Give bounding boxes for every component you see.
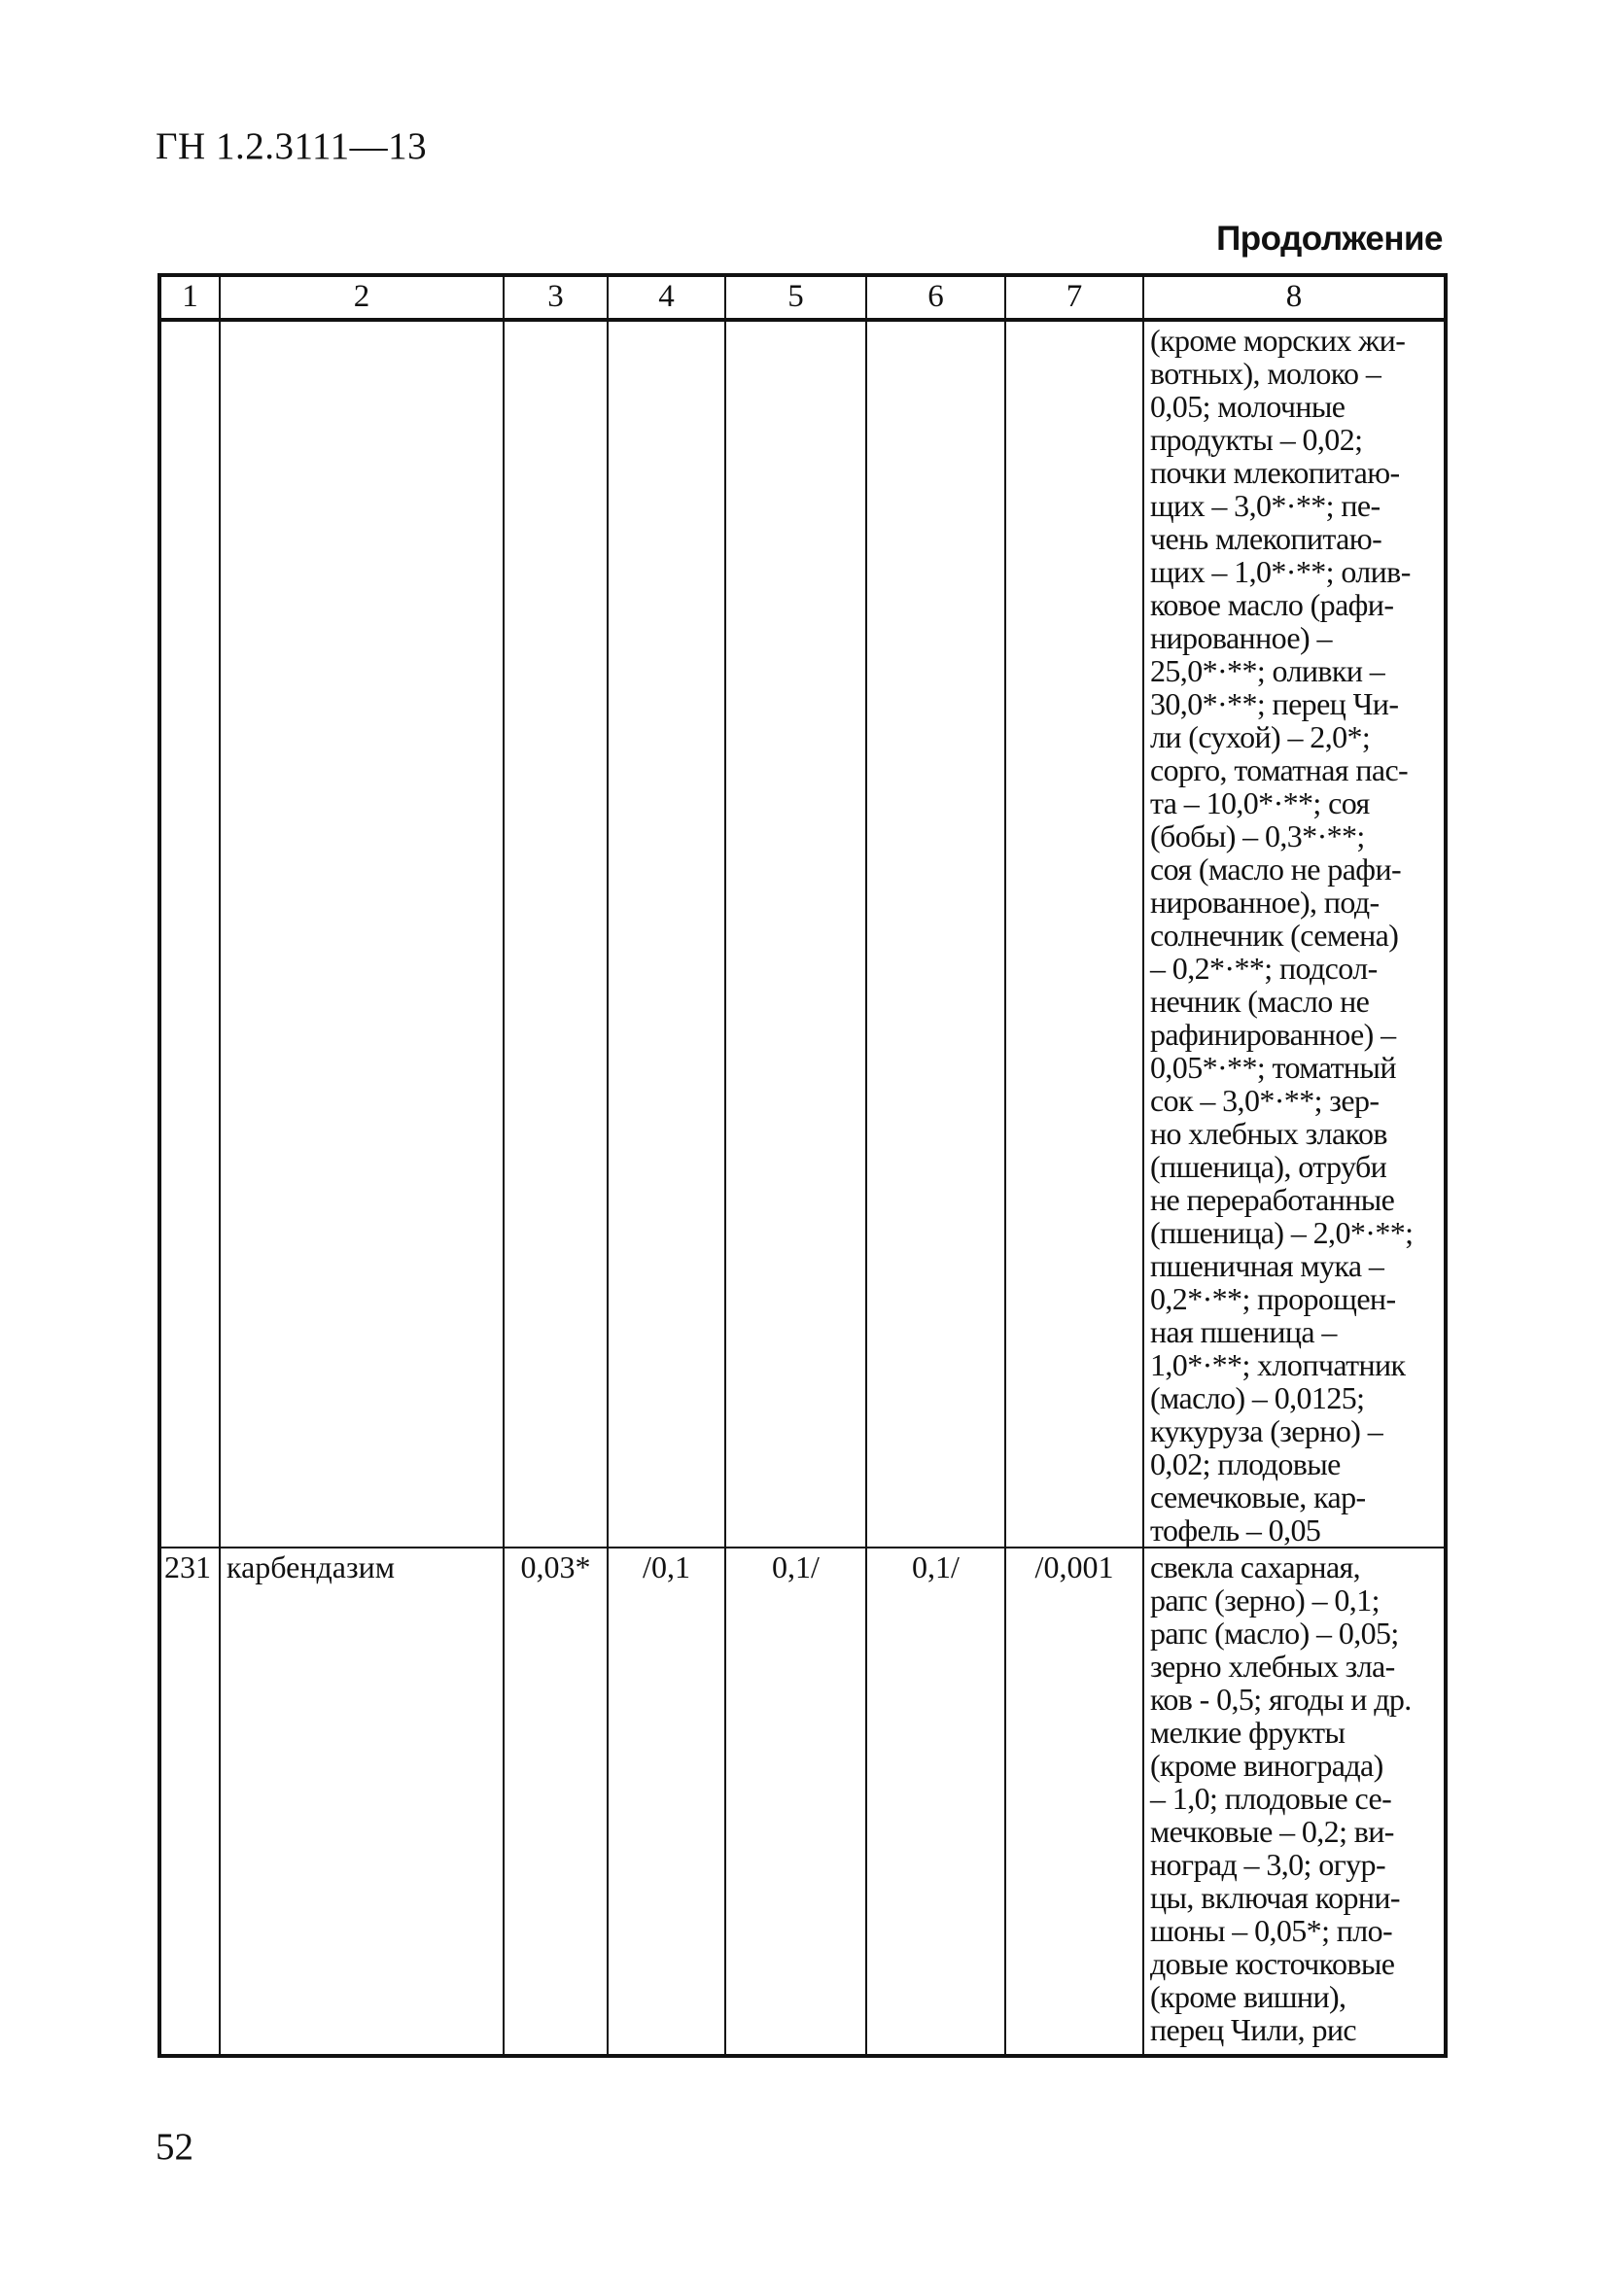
cell-substance [220, 320, 504, 1548]
text-line: семечковые, кар- [1150, 1479, 1366, 1514]
cell-substance: карбендазим [220, 1548, 504, 2056]
cell-col5: 0,1/ [725, 1548, 866, 2056]
text-line: (кроме морских жи- [1150, 323, 1406, 358]
text-line: свекла сахарная, [1150, 1549, 1361, 1584]
cell-col4 [608, 320, 725, 1548]
continuation-label: Продолжение [1216, 220, 1443, 258]
cell-col7 [1005, 320, 1143, 1548]
text-line: солнечник (семена) [1150, 918, 1399, 953]
data-table [157, 273, 1448, 2058]
text-line: нированное) – [1150, 620, 1332, 655]
text-line: шоны – 0,05*; пло- [1150, 1913, 1393, 1948]
text-line: сок – 3,0*·**; зер- [1150, 1083, 1380, 1118]
text-line: цы, включая корни- [1150, 1880, 1400, 1915]
cell-col3: 0,03* [504, 1548, 608, 2056]
cell-col8 [1143, 1548, 1446, 2056]
text-line: 0,02; плодовые [1150, 1446, 1341, 1481]
text-line: сорго, томатная пас- [1150, 752, 1409, 787]
text-line: пшеничная мука – [1150, 1248, 1384, 1283]
text-line: мелкие фрукты [1150, 1715, 1346, 1750]
cell-col4: /0,1 [608, 1548, 725, 2056]
page-number: 52 [156, 2126, 193, 2168]
text-line: – 0,2*·**; подсол- [1150, 951, 1378, 986]
text-line: продукты – 0,02; [1150, 422, 1363, 457]
text-line: рапс (масло) – 0,05; [1150, 1616, 1399, 1651]
text-line: ли (сухой) – 2,0*; [1150, 719, 1371, 754]
text-line: зерно хлебных зла- [1150, 1649, 1395, 1684]
col8-text [1144, 1548, 1444, 2046]
column-header: 7 [1005, 275, 1143, 320]
text-line: (пшеница), отруби [1150, 1149, 1387, 1184]
text-line: кукуруза (зерно) – [1150, 1413, 1383, 1448]
text-line: (бобы) – 0,3*·**; [1150, 818, 1365, 853]
document-code: ГН 1.2.3111—13 [156, 125, 428, 167]
cell-col6: 0,1/ [866, 1548, 1005, 2056]
cell-number: 231 [159, 1548, 220, 2056]
column-header: 4 [608, 275, 725, 320]
text-line: ковое масло (рафи- [1150, 587, 1394, 622]
text-line: та – 10,0*·**; соя [1150, 785, 1370, 820]
column-header: 1 [159, 275, 220, 320]
text-line: 30,0*·**; перец Чи- [1150, 686, 1399, 721]
text-line: перец Чили, рис [1150, 2012, 1357, 2047]
text-line: щих – 3,0*·**; пе- [1150, 488, 1381, 523]
text-line: нечник (масло не [1150, 984, 1370, 1019]
column-header: 6 [866, 275, 1005, 320]
text-line: вотных), молоко – [1150, 356, 1381, 391]
text-line: 1,0*·**; хлопчатник [1150, 1347, 1406, 1382]
column-header: 3 [504, 275, 608, 320]
text-line: ноград – 3,0; огур- [1150, 1847, 1386, 1882]
text-line: рафинированное) – [1150, 1017, 1396, 1052]
text-line: ная пшеница – [1150, 1314, 1337, 1349]
cell-number [159, 320, 220, 1548]
text-line: почки млекопитаю- [1150, 455, 1400, 490]
text-line: 0,2*·**; пророщен- [1150, 1281, 1396, 1316]
text-line: но хлебных злаков [1150, 1116, 1387, 1151]
text-line: тофель – 0,05 [1150, 1513, 1321, 1548]
text-line: 25,0*·**; оливки – [1150, 653, 1385, 688]
text-line: (кроме винограда) [1150, 1748, 1383, 1783]
text-line: 0,05; молочные [1150, 389, 1346, 424]
text-line: щих – 1,0*·**; олив- [1150, 554, 1411, 589]
text-line: не переработанные [1150, 1182, 1395, 1217]
text-line: мечковые – 0,2; ви- [1150, 1814, 1394, 1849]
column-header: 2 [220, 275, 504, 320]
cell-col5 [725, 320, 866, 1548]
cell-col6 [866, 320, 1005, 1548]
text-line: чень млекопитаю- [1150, 521, 1382, 556]
column-header: 5 [725, 275, 866, 320]
text-line: (масло) – 0,0125; [1150, 1380, 1365, 1415]
cell-col8 [1143, 320, 1446, 1548]
text-line: довые косточковые [1150, 1946, 1395, 1981]
table-row [159, 320, 1446, 1548]
table-row [159, 1548, 1446, 2056]
text-line: рапс (зерно) – 0,1; [1150, 1583, 1380, 1618]
text-line: (пшеница) – 2,0*·**; [1150, 1215, 1414, 1250]
column-header: 8 [1143, 275, 1446, 320]
col8-text [1144, 322, 1444, 1547]
text-line: (кроме вишни), [1150, 1979, 1346, 2014]
table-header-row [159, 275, 1446, 320]
text-line: нированное), под- [1150, 885, 1380, 920]
text-line: ков - 0,5; ягоды и др. [1150, 1682, 1412, 1717]
text-line: соя (масло не рафи- [1150, 852, 1402, 887]
cell-col3 [504, 320, 608, 1548]
text-line: – 1,0; плодовые се- [1150, 1781, 1392, 1816]
cell-col7: /0,001 [1005, 1548, 1143, 2056]
text-line: 0,05*·**; томатный [1150, 1050, 1396, 1085]
